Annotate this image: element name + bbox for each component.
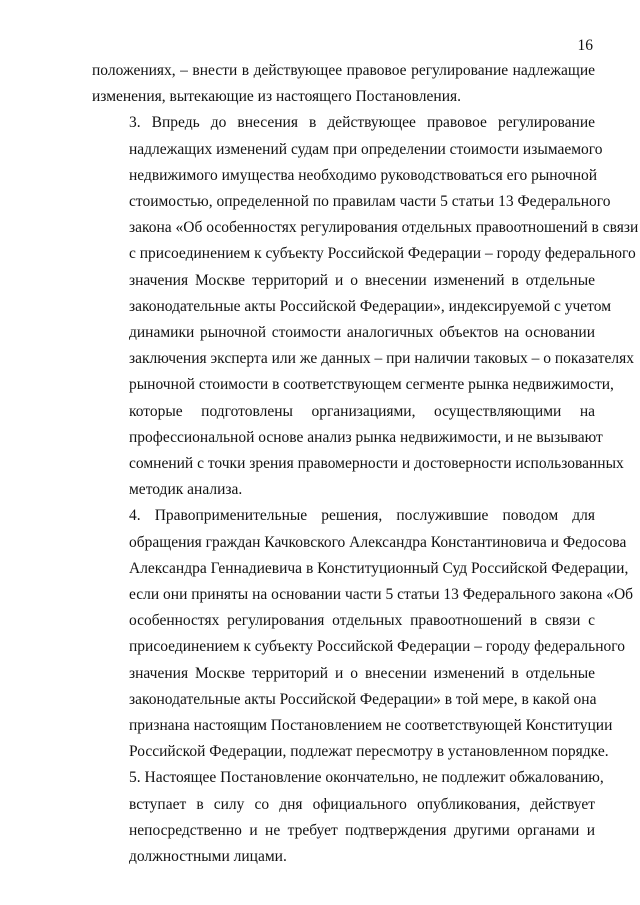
text-line: Российской Федерации, подлежат пересмотру в установленном порядке. (129, 743, 609, 761)
text-line: 5. Настоящее Постановление окончательно, не подлежит обжалованию, (129, 769, 604, 787)
paragraph-p3 (92, 110, 639, 503)
text-line: недвижимого имущества необходимо руководствоваться его рыночной (129, 166, 598, 184)
text-line: 4. Правоприменительные решения, послужившие поводом для (129, 507, 595, 525)
text-line: обращения граждан Качковского Александра Константиновича и Федосова (129, 533, 627, 551)
text-line: с присоединением к субъекту Российской Федерации – городу федерального (129, 245, 636, 263)
text-line: сомнений с точки зрения правомерности и достоверности использованных (129, 455, 624, 473)
text-line: Александра Геннадиевича в Конституционный Суд Российской Федерации, (129, 559, 629, 577)
text-line: законодательные акты Российской Федерации», индексируемой с учетом (129, 297, 611, 315)
text-line: рыночной стоимости в соответствующем сегменте рынка недвижимости, (129, 376, 614, 394)
text-line: заключения эксперта или же данных – при наличии таковых – о показателях (129, 350, 634, 368)
text-line: изменения, вытекающие из настоящего Постановления. (92, 88, 461, 106)
text-line: стоимостью, определенной по правилам части 5 статьи 13 Федерального (129, 193, 611, 211)
text-line: признана настоящим Постановлением не соответствующей Конституции (129, 717, 613, 735)
text-line: законодательные акты Российской Федерации» в той мере, в какой она (129, 690, 597, 708)
text-line: если они приняты на основании части 5 статьи 13 Федерального закона «Об (129, 586, 634, 604)
text-line: вступает в силу со дня официального опубликования, действует (129, 795, 595, 813)
document-body (92, 58, 639, 870)
page-number: 16 (577, 37, 593, 54)
text-line: значения Москве территорий и о внесении изменений в отдельные (129, 271, 595, 289)
text-line: профессиональной основе анализ рынка недвижимости, и не вызывают (129, 428, 603, 446)
text-line: непосредственно и не требует подтверждения другими органами и (129, 821, 595, 839)
paragraph-p-continuation (92, 58, 595, 110)
text-line: закона «Об особенностях регулирования отдельных правоотношений в связи (129, 219, 639, 237)
paragraph-p4 (92, 503, 634, 765)
paragraph-p5 (92, 765, 604, 870)
text-line: которые подготовлены организациями, осуществляющими на (129, 402, 595, 420)
text-line: 3. Впредь до внесения в действующее правовое регулирование (129, 114, 595, 132)
text-line: присоединением к субъекту Российской Федерации – городу федерального (129, 638, 625, 656)
text-line: должностными лицами. (129, 848, 287, 866)
text-line: значения Москве территорий и о внесении изменений в отдельные (129, 664, 595, 682)
text-line: особенностях регулирования отдельных правоотношений в связи с (129, 612, 595, 630)
text-line: надлежащих изменений судам при определении стоимости изымаемого (129, 140, 603, 158)
text-line: методик анализа. (129, 481, 243, 499)
text-line: динамики рыночной стоимости аналогичных объектов на основании (129, 324, 595, 342)
text-line: положениях, – внести в действующее правовое регулирование надлежащие (92, 62, 595, 79)
